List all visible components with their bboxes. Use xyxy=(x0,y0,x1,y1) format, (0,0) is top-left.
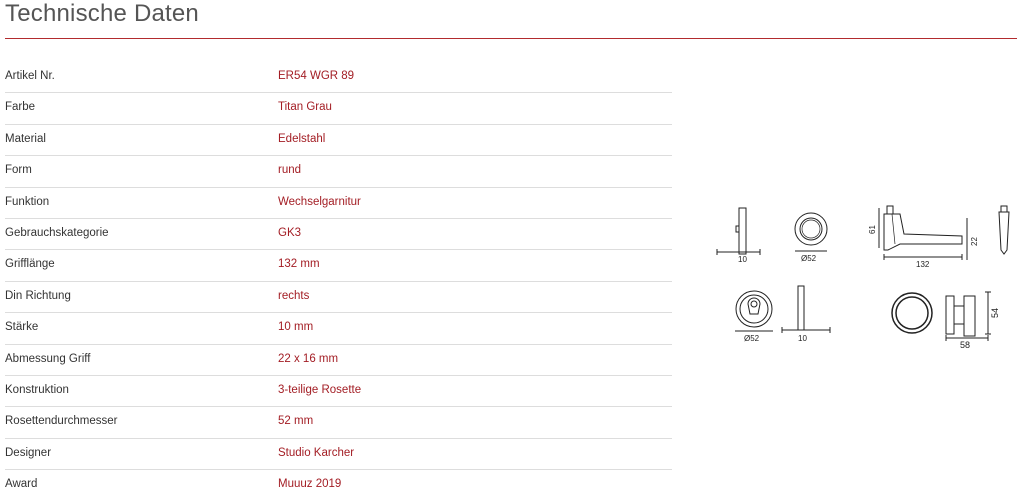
keyhole-side-drawing xyxy=(782,286,830,333)
spec-value: Wechselgarnitur xyxy=(278,195,361,208)
spec-value: GK3 xyxy=(278,226,302,239)
spec-label: Konstruktion xyxy=(5,383,69,396)
spec-value: rechts xyxy=(278,289,310,302)
technical-drawings-svg xyxy=(712,200,1022,350)
knob-side-drawing xyxy=(946,292,991,341)
spec-value: Studio Karcher xyxy=(278,446,355,459)
spec-value: 10 mm xyxy=(278,321,314,334)
section-title: Technische Daten xyxy=(5,0,199,27)
spec-label: Stärke xyxy=(5,321,39,334)
spec-label: Funktion xyxy=(5,195,50,208)
keyhole-rosette-drawing xyxy=(735,291,773,331)
spec-value: 132 mm xyxy=(278,258,320,271)
dim-rosette-front: Ø52 xyxy=(801,254,817,263)
dim-handle-height: 61 xyxy=(868,225,877,234)
spec-value: rund xyxy=(278,164,302,177)
spec-row xyxy=(5,439,672,470)
spec-value: Edelstahl xyxy=(278,132,326,145)
spec-row xyxy=(5,345,672,376)
spec-row xyxy=(5,313,672,344)
spec-label: Artikel Nr. xyxy=(5,70,55,82)
spec-label: Farbe xyxy=(5,101,36,114)
spec-row xyxy=(5,62,672,93)
spec-row xyxy=(5,407,672,438)
title-divider xyxy=(5,38,1017,39)
spec-row xyxy=(5,250,672,281)
spec-row xyxy=(5,219,672,250)
dim-keyhole-side: 10 xyxy=(798,334,807,343)
spec-row xyxy=(5,188,672,219)
spec-table xyxy=(5,62,672,501)
spec-label: Designer xyxy=(5,446,52,459)
spec-label: Grifflänge xyxy=(5,258,55,271)
spec-row xyxy=(5,470,672,501)
spec-row xyxy=(5,376,672,407)
spec-value: Muuuz 2019 xyxy=(278,478,342,491)
spec-row xyxy=(5,93,672,124)
technical-drawings xyxy=(712,200,1022,350)
spec-value: 52 mm xyxy=(278,415,314,428)
spec-row xyxy=(5,156,672,187)
spec-value: 22 x 16 mm xyxy=(278,352,339,365)
knob-front-drawing xyxy=(892,293,932,333)
dim-handle-depth: 22 xyxy=(970,237,979,246)
spec-label: Abmessung Griff xyxy=(5,352,91,365)
spec-row xyxy=(5,125,672,156)
handle-section-drawing xyxy=(999,206,1009,254)
rosette-side-drawing xyxy=(717,208,760,255)
dim-knob-height: 54 xyxy=(990,307,1000,318)
spec-label: Gebrauchskategorie xyxy=(5,226,109,239)
lever-handle-drawing xyxy=(879,206,967,260)
spec-value: 3-teilige Rosette xyxy=(278,383,362,396)
dim-knob-depth: 58 xyxy=(960,340,971,350)
spec-label: Rosettendurchmesser xyxy=(5,415,118,428)
spec-label: Material xyxy=(5,132,46,145)
dim-handle-length: 132 xyxy=(916,260,930,269)
spec-value: ER54 WGR 89 xyxy=(278,70,355,82)
spec-label: Din Richtung xyxy=(5,289,71,302)
spec-row xyxy=(5,282,672,313)
rosette-front-drawing xyxy=(795,213,827,251)
spec-label: Award xyxy=(5,478,38,491)
spec-value: Titan Grau xyxy=(278,101,332,114)
dim-rosette-side: 10 xyxy=(738,255,747,264)
dim-keyhole-rosette: Ø52 xyxy=(744,334,760,343)
spec-label: Form xyxy=(5,164,32,177)
